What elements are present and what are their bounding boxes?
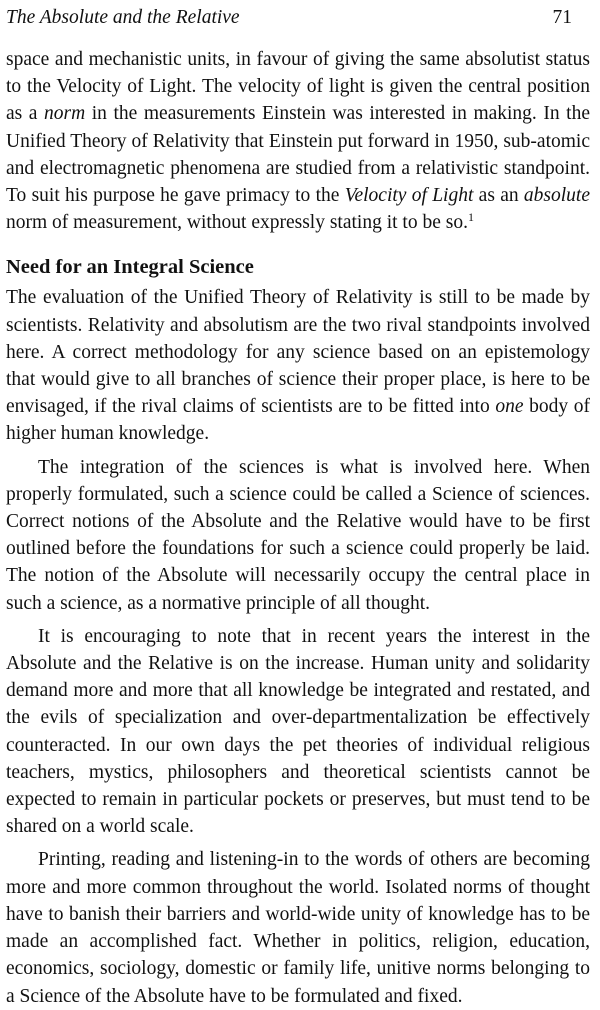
paragraph-2 bbox=[6, 284, 590, 447]
footnote-mark[interactable]: 1 bbox=[467, 210, 474, 225]
paragraph-1-italic-velocity: Velocity of Light bbox=[344, 185, 474, 207]
paragraph-2-text-c: body of higher human knowledge. bbox=[6, 396, 590, 445]
paragraph-2-text-a: The evaluation of the Unified Theory of Relativity is still to be made by scientists. Relativity and absolutism are the two rival standpoints involved here. A correct methodology for any science based on an epistemology that would give to all branches of science their proper place, is here to be envisaged, if the rival claims of scientists are to be fitted into bbox=[6, 287, 590, 418]
paragraph-1-italic-absolute: absolute bbox=[523, 185, 590, 207]
paragraph-1-text-c: in the measurements Einstein was interested in making. In the Unified Theory of Relativity that Einstein put forward in 1950, sub-atomic and electromagnetic phenomena are studied from a relativistic standpoint. To suit his purpose he gave primacy to the bbox=[6, 103, 590, 207]
running-title: The Absolute and the Relative bbox=[6, 7, 240, 28]
paragraph-3: The integration of the sciences is what is involved here. When properly formulated, such a science could be called a Science of sciences. Correct notions of the Absolute and the Relative would have to be first outlined before the foundations for such a science could properly be laid. The notion of the Absolute will necessarily occupy the central place in such a science, as a normative principle of all thought. bbox=[6, 456, 590, 614]
paragraph-2-italic-one: one bbox=[495, 396, 524, 418]
paragraph-4: It is encouraging to note that in recent years the interest in the Absolute and the Relative is on the increase. Human unity and solidarity demand more and more that all knowledge be integrated and restated, and the evils of specialization and over-departmentalization be effectively counteracted. In our own days the pet theories of individual religious teachers, mystics, philosophers and theoretical scientists cannot be expected to remain in particular pockets or preserves, but must tend to be shared on a world scale. bbox=[6, 625, 590, 838]
paragraph-1-text-a: space and mechanistic units, in favour of giving the same absolutist status to the Velocity of Light. The velocity of light is given the central position as a bbox=[6, 49, 590, 125]
page-number: 71 bbox=[552, 7, 572, 28]
paragraph-1-italic-norm: norm bbox=[44, 103, 86, 125]
paragraph-1 bbox=[6, 46, 590, 236]
running-header bbox=[6, 4, 590, 34]
section-heading: Need for an Integral Science bbox=[6, 256, 254, 279]
paragraph-1-text-g: norm of measurement, without expressly stating it to be so. bbox=[6, 212, 468, 234]
paragraph-5: Printing, reading and listening-in to the words of others are becoming more and more common throughout the world. Isolated norms of thought have to banish their barriers and world-wide unity of knowledge has to be made an accomplished fact. Whether in politics, religion, education, economics, sociology, domestic or family life, unitive norms belonging to a Science of the Absolute have to be formulated and fixed. bbox=[6, 849, 590, 1007]
paragraph-1-text-e: as an bbox=[473, 185, 524, 207]
